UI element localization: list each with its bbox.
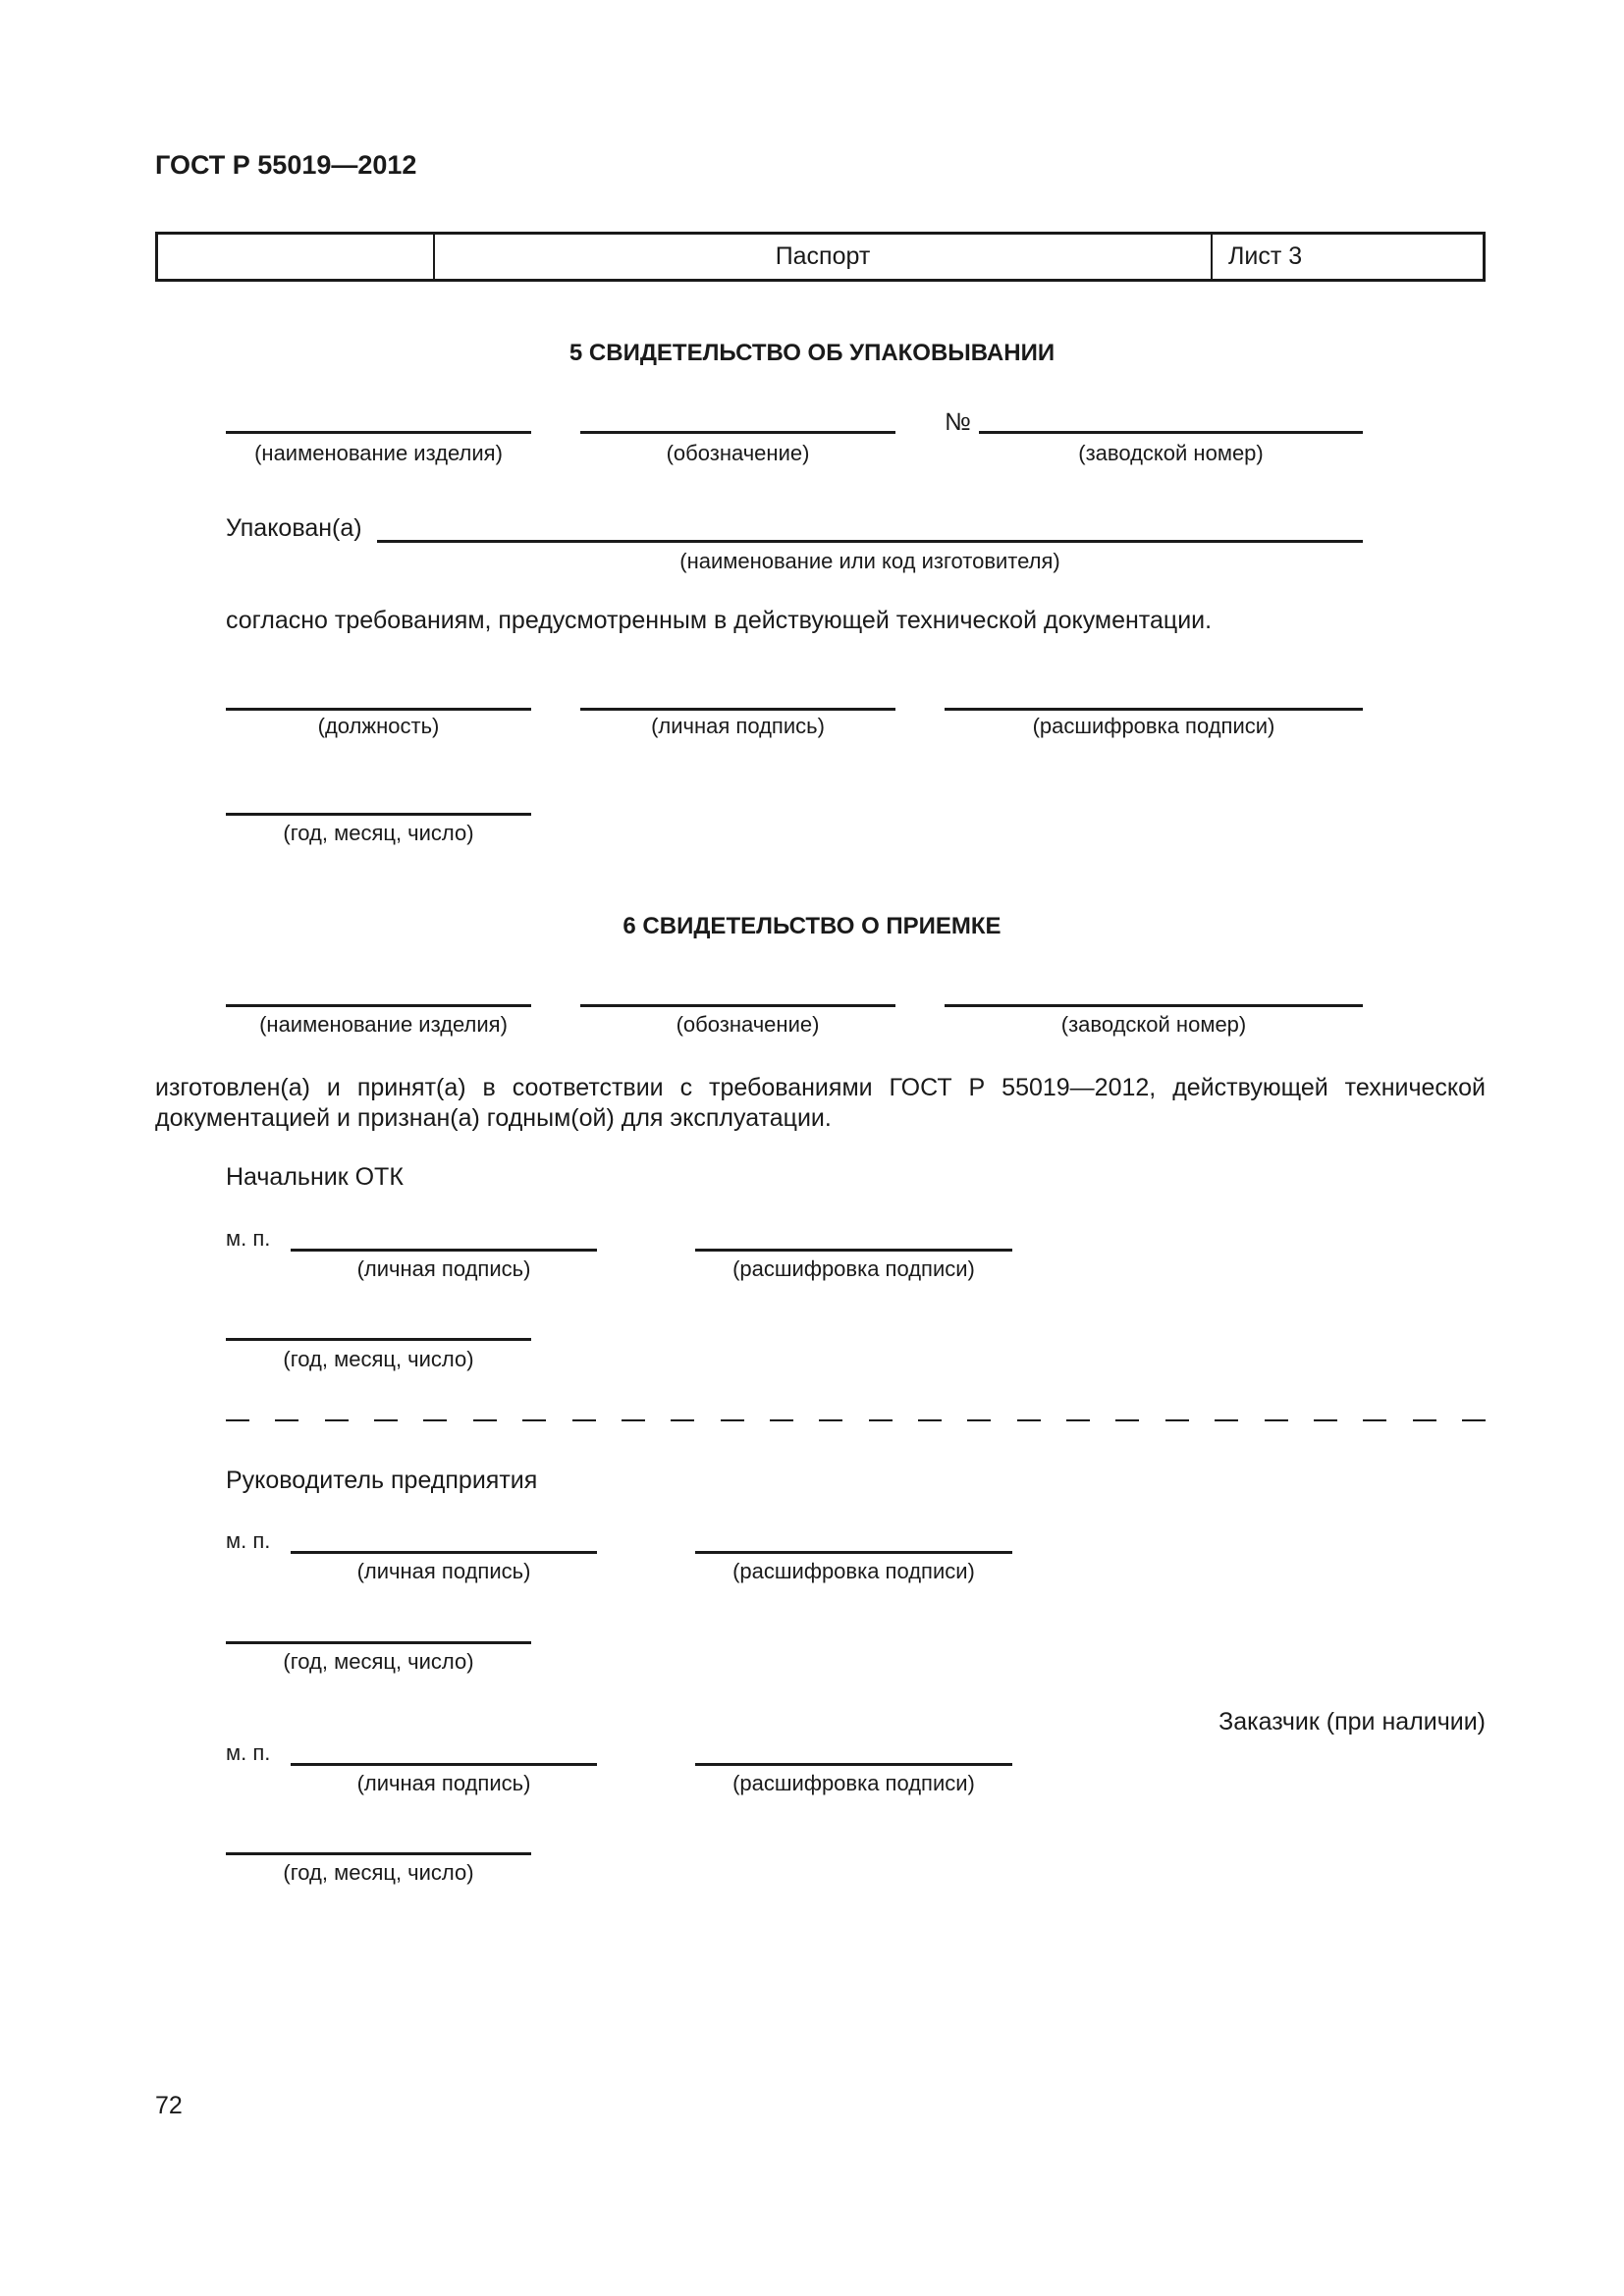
decoding-line <box>695 1551 1012 1554</box>
stamp-label: м. п. <box>226 1226 271 1251</box>
caption-decoding: (расшифровка подписи) <box>1032 714 1275 738</box>
manufacturer-line <box>377 540 1363 543</box>
stamp-label: м. п. <box>226 1740 271 1765</box>
otk-head-label: Начальник ОТК <box>226 1163 404 1191</box>
signature-line <box>291 1249 597 1252</box>
customer-label: Заказчик (при наличии) <box>1218 1708 1486 1735</box>
packed-label: Упакован(а) <box>226 514 362 542</box>
caption-signature: (личная подпись) <box>356 1256 531 1281</box>
caption-serial-number: (заводской номер) <box>1060 1012 1247 1037</box>
date-line <box>226 1852 531 1855</box>
caption-manufacturer: (наименование или код изготовителя) <box>679 549 1060 573</box>
date-line <box>226 813 531 816</box>
caption-designation: (обозначение) <box>676 1012 820 1037</box>
designation-line <box>580 1004 895 1007</box>
caption-product-name: (наименование изделия) <box>254 441 503 465</box>
serial-number-line <box>979 431 1363 434</box>
signature-line <box>580 708 895 711</box>
page-number: 72 <box>155 2092 183 2119</box>
caption-designation: (обозначение) <box>666 441 810 465</box>
caption-signature: (личная подпись) <box>356 1771 531 1795</box>
section-5-title: 5 СВИДЕТЕЛЬСТВО ОБ УПАКОВЫВАНИИ <box>568 340 1056 366</box>
table-divider <box>1211 235 1213 279</box>
decoding-line <box>695 1249 1012 1252</box>
date-line <box>226 1338 531 1341</box>
caption-signature: (личная подпись) <box>651 714 825 738</box>
product-name-line <box>226 1004 531 1007</box>
compliance-text: согласно требованиям, предусмотренным в действующей технической документации. <box>226 607 1213 634</box>
signature-line <box>291 1551 597 1554</box>
dashed-separator <box>226 1419 1486 1422</box>
caption-signature: (личная подпись) <box>356 1559 531 1583</box>
caption-serial-number: (заводской номер) <box>1078 441 1264 465</box>
caption-date: (год, месяц, число) <box>283 1860 474 1885</box>
table-cell-empty <box>158 235 433 279</box>
section-6-title: 6 СВИДЕТЕЛЬСТВО О ПРИЕМКЕ <box>623 913 1001 939</box>
date-line <box>226 1641 531 1644</box>
stamp-label: м. п. <box>226 1528 271 1553</box>
caption-position: (должность) <box>317 714 440 738</box>
signature-line <box>291 1763 597 1766</box>
caption-date: (год, месяц, число) <box>283 821 474 845</box>
enterprise-head-label: Руководитель предприятия <box>226 1467 538 1494</box>
table-cell-sheet: Лист 3 <box>1228 242 1303 270</box>
decoding-line <box>695 1763 1012 1766</box>
acceptance-text: изготовлен(а) и принят(а) в соответствии с требованиями ГОСТ Р 55019—2012, действующей технической документацией и признан(а) годным(ой) для эксплуатации. <box>155 1074 1486 1132</box>
designation-line <box>580 431 895 434</box>
product-name-line <box>226 431 531 434</box>
passport-header-table <box>155 232 1486 282</box>
decoding-line <box>945 708 1363 711</box>
caption-date: (год, месяц, число) <box>283 1347 474 1371</box>
table-cell-passport: Паспорт <box>775 242 871 270</box>
caption-decoding: (расшифровка подписи) <box>732 1256 975 1281</box>
document-code: ГОСТ Р 55019—2012 <box>155 150 417 180</box>
caption-decoding: (расшифровка подписи) <box>732 1771 975 1795</box>
caption-product-name: (наименование изделия) <box>259 1012 508 1037</box>
caption-date: (год, месяц, число) <box>283 1649 474 1674</box>
number-sign: № <box>945 408 971 436</box>
position-line <box>226 708 531 711</box>
caption-decoding: (расшифровка подписи) <box>732 1559 975 1583</box>
serial-number-line <box>945 1004 1363 1007</box>
